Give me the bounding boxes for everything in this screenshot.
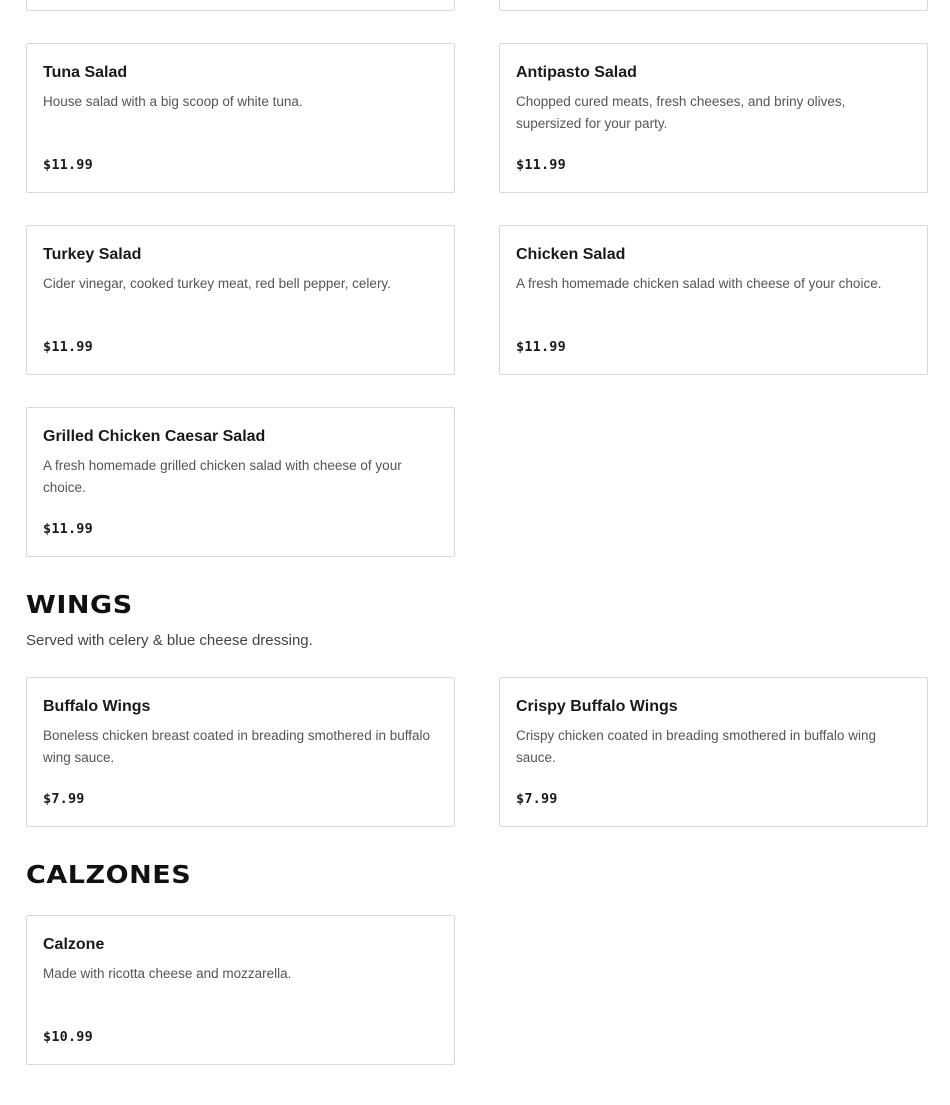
menu-item-card-calzone[interactable] bbox=[26, 915, 455, 1065]
menu-item-card-tuna-salad[interactable] bbox=[26, 43, 455, 193]
menu-item-name: Chicken Salad bbox=[516, 246, 626, 263]
menu-item-description: Crispy chicken coated in breading smothered in buffalo wing sauce. bbox=[516, 728, 876, 765]
menu-item-card[interactable] bbox=[26, 0, 455, 11]
section-heading-wings: WINGS bbox=[26, 590, 133, 619]
menu-item-description: A fresh homemade chicken salad with cheese of your choice. bbox=[516, 276, 882, 291]
menu-item-description: Chopped cured meats, fresh cheeses, and briny olives, supersized for your party. bbox=[516, 94, 846, 131]
menu-item-card[interactable] bbox=[499, 0, 928, 11]
menu-item-name: Turkey Salad bbox=[43, 246, 142, 263]
menu-item-price: $7.99 bbox=[43, 791, 85, 807]
menu-item-price: $11.99 bbox=[43, 157, 93, 173]
menu-item-name: Grilled Chicken Caesar Salad bbox=[43, 428, 266, 445]
menu-item-description: Made with ricotta cheese and mozzarella. bbox=[43, 966, 292, 981]
menu-item-name: Calzone bbox=[43, 936, 105, 953]
menu-item-description: House salad with a big scoop of white tuna. bbox=[43, 94, 303, 109]
menu-item-name: Tuna Salad bbox=[43, 64, 128, 81]
menu-item-card-buffalo-wings[interactable] bbox=[26, 677, 455, 827]
menu-item-price: $7.99 bbox=[516, 791, 558, 807]
menu-item-price: $11.99 bbox=[43, 339, 93, 355]
menu-item-card-crispy-buffalo-wings[interactable] bbox=[499, 677, 928, 827]
menu-item-description: A fresh homemade grilled chicken salad with cheese of your choice. bbox=[43, 458, 402, 495]
menu-item-card-grilled-chicken-caesar-salad[interactable] bbox=[26, 407, 455, 557]
menu-item-card-chicken-salad[interactable] bbox=[499, 225, 928, 375]
section-heading-calzones: CALZONES bbox=[26, 860, 192, 889]
menu-item-name: Crispy Buffalo Wings bbox=[516, 698, 678, 715]
menu-item-name: Buffalo Wings bbox=[43, 698, 151, 715]
menu-item-price: $10.99 bbox=[43, 1029, 93, 1045]
menu-item-price: $11.99 bbox=[516, 157, 566, 173]
menu-item-name: Antipasto Salad bbox=[516, 64, 637, 81]
section-subtitle-wings: Served with celery & blue cheese dressing. bbox=[26, 632, 313, 649]
menu-item-card-antipasto-salad[interactable] bbox=[499, 43, 928, 193]
menu-item-price: $11.99 bbox=[43, 521, 93, 537]
menu-item-price: $11.99 bbox=[516, 339, 566, 355]
menu-item-description: Cider vinegar, cooked turkey meat, red bell pepper, celery. bbox=[43, 276, 391, 291]
menu-item-card-turkey-salad[interactable] bbox=[26, 225, 455, 375]
menu-item-description: Boneless chicken breast coated in breading smothered in buffalo wing sauce. bbox=[43, 728, 430, 765]
